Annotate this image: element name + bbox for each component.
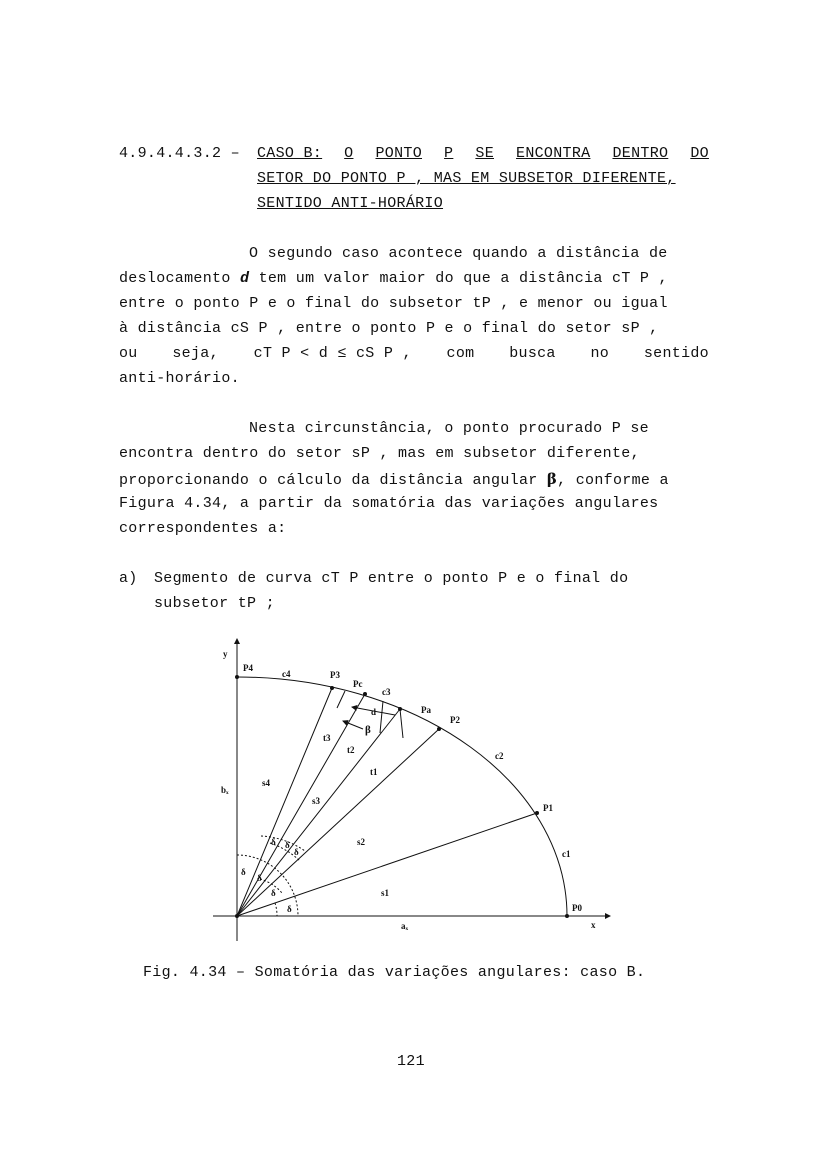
- beta-symbol: β: [546, 470, 558, 488]
- label-s2: s2: [357, 837, 366, 847]
- word: busca: [509, 345, 556, 362]
- delta-arc-inner: [275, 903, 277, 916]
- word: cT P < d ≤ cS P ,: [253, 345, 412, 362]
- word: sentido: [643, 345, 709, 362]
- word: no: [590, 345, 610, 362]
- label-delta-g: δ: [287, 904, 292, 914]
- text: , conforme a: [557, 472, 669, 489]
- paragraph-1-line-4: à distância cS P , entre o ponto P e o final do setor sP ,: [119, 320, 659, 337]
- label-delta-c: δ: [294, 847, 299, 857]
- paragraph-2-line-5: correspondentes a:: [119, 520, 287, 537]
- figure-caption: Fig. 4.34 – Somatória das variações angulares: caso B.: [143, 964, 646, 981]
- paragraph-2-line-3: [119, 470, 669, 489]
- tick: [400, 709, 403, 738]
- paragraph-2-line-4: Figura 4.34, a partir da somatória das variações angulares: [119, 495, 659, 512]
- label-t2: t2: [347, 745, 355, 755]
- label-p3: P3: [330, 670, 340, 680]
- label-delta-a: δ: [271, 837, 276, 847]
- label-s3: s3: [312, 796, 321, 806]
- heading-word: SE: [475, 145, 494, 162]
- label-ax: aₓ: [401, 921, 409, 931]
- text: deslocamento: [119, 270, 231, 287]
- point-p2: [437, 727, 441, 731]
- label-p1: P1: [543, 803, 553, 813]
- point-p1: [535, 811, 539, 815]
- radial-p1: [237, 813, 537, 916]
- word: ou: [119, 345, 138, 362]
- label-t3: t3: [323, 733, 331, 743]
- paragraph-1-line-3: entre o ponto P e o final do subsetor tP , e menor ou igual: [119, 295, 668, 312]
- paragraph-1-line-5: [119, 345, 709, 362]
- heading-line-3: SENTIDO ANTI-HORÁRIO: [257, 195, 444, 212]
- label-s4: s4: [262, 778, 271, 788]
- label-t1: t1: [370, 767, 378, 777]
- label-c1: c1: [562, 849, 571, 859]
- label-p0: P0: [572, 903, 582, 913]
- figure-4-34: [205, 633, 625, 948]
- paragraph-2-line-2: encontra dentro do setor sP , mas em subsetor diferente,: [119, 445, 640, 462]
- word: com: [446, 345, 475, 362]
- radial-p2: [237, 729, 439, 916]
- heading-word: PONTO: [375, 145, 423, 162]
- heading-word: ENCONTRA: [516, 145, 591, 162]
- label-y: y: [223, 649, 228, 659]
- page-number: 121: [397, 1053, 425, 1070]
- point-pc: [363, 692, 367, 696]
- list-item-line-2: subsetor tP ;: [154, 595, 275, 612]
- label-c3: c3: [382, 687, 391, 697]
- point-p4: [235, 675, 239, 679]
- paragraph-2-line-1: Nesta circunstância, o ponto procurado P se: [249, 420, 649, 437]
- paragraph-1-line-6: anti-horário.: [119, 370, 240, 387]
- list-marker: a): [119, 570, 138, 587]
- heading-word: CASO B:: [257, 145, 323, 162]
- heading-word: DO: [690, 145, 709, 162]
- heading-line-2: SETOR DO PONTO P , MAS EM SUBSETOR DIFERENTE,: [257, 170, 676, 187]
- list-item-line-1: Segmento de curva cT P entre o ponto P e o final do: [154, 570, 629, 587]
- text: tem um valor maior do que a distância cT P ,: [258, 270, 668, 287]
- label-pc: Pc: [353, 679, 363, 689]
- radial-pa: [237, 709, 400, 916]
- text: proporcionando o cálculo da distância angular: [119, 472, 538, 489]
- paragraph-1-line-2: [119, 270, 668, 287]
- label-delta-f: δ: [271, 888, 276, 898]
- tick: [380, 701, 383, 733]
- origin: [235, 914, 239, 918]
- label-delta-d: δ: [241, 867, 246, 877]
- point-pa: [398, 707, 402, 711]
- label-p4: P4: [243, 663, 253, 673]
- label-x: x: [591, 920, 596, 930]
- tick: [337, 691, 345, 708]
- label-d: d: [371, 707, 377, 717]
- heading-word: DENTRO: [612, 145, 669, 162]
- label-s1: s1: [381, 888, 390, 898]
- label-beta: β: [365, 724, 371, 736]
- word: seja,: [172, 345, 219, 362]
- label-pa: Pa: [421, 705, 431, 715]
- label-c4: c4: [282, 669, 291, 679]
- label-p2: P2: [450, 715, 460, 725]
- label-c2: c2: [495, 751, 504, 761]
- heading-word: P: [444, 145, 454, 162]
- label-delta-b: δ: [285, 840, 290, 850]
- heading-word: O: [344, 145, 354, 162]
- label-delta-e: δ: [257, 873, 262, 883]
- section-number: 4.9.4.4.3.2 –: [119, 145, 240, 162]
- point-p3: [330, 686, 334, 690]
- point-p0: [565, 914, 569, 918]
- paragraph-1-line-1: O segundo caso acontece quando a distância de: [249, 245, 668, 262]
- heading-line-1: [257, 145, 709, 162]
- label-bx: bₓ: [221, 785, 229, 795]
- variable-d: d: [239, 270, 250, 287]
